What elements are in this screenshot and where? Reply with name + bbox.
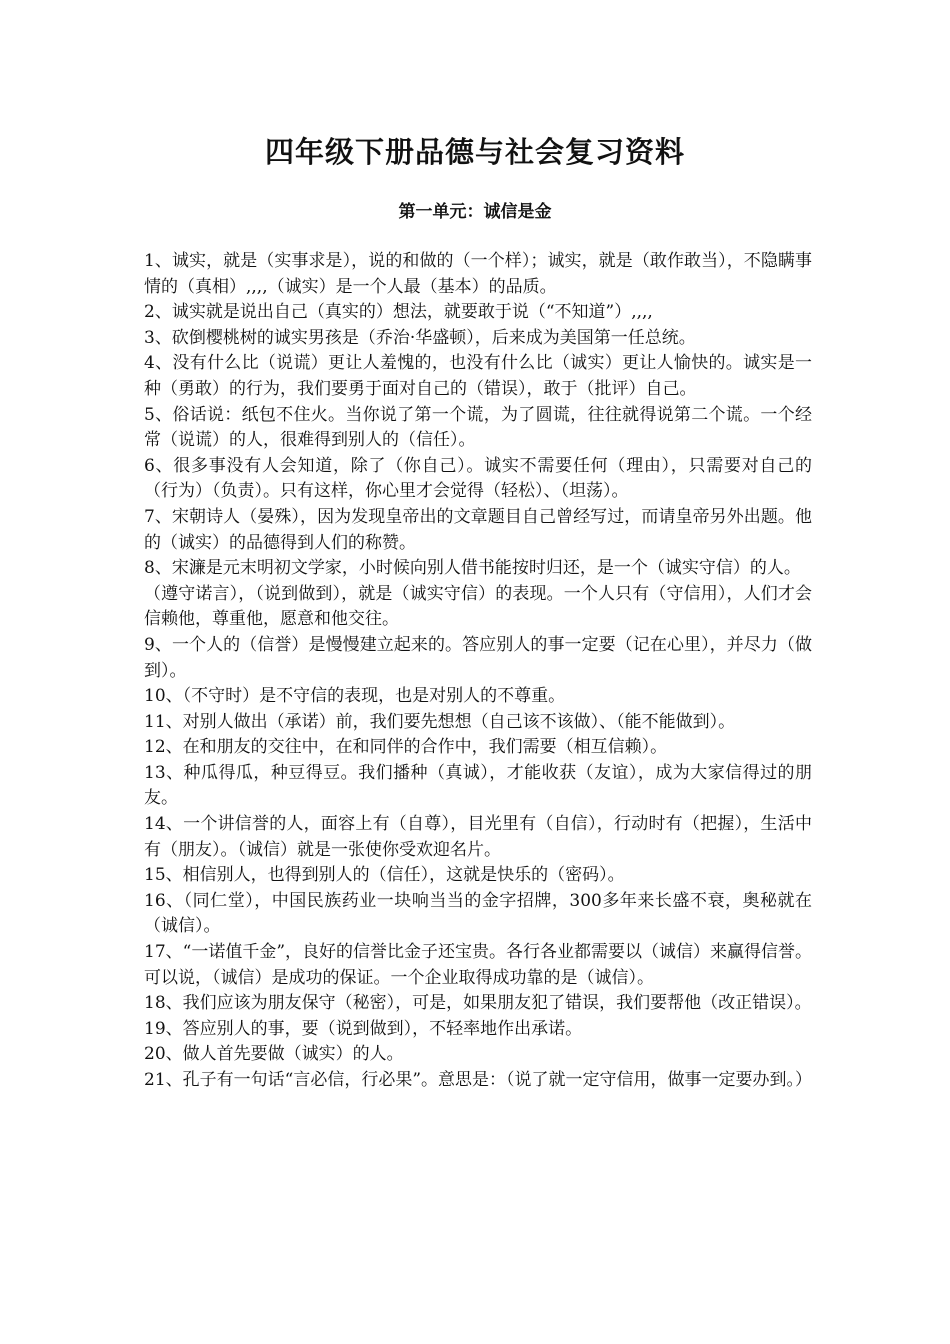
paragraph-8-continued: （遵守诺言），（说到做到），就是（诚实守信）的表现。一个人只有（守信用），人们才会信赖他，尊重他，愿意和他交往。 [144, 583, 812, 630]
paragraph-13: 13、种瓜得瓜，种豆得豆。我们播种（真诚），才能收获（友谊），成为大家信得过的朋友。 [144, 762, 812, 809]
paragraph-14: 14、一个讲信誉的人，面容上有（自尊），目光里有（自信），行动时有（把握），生活中有（朋友）。（诚信）就是一张使你受欢迎名片。 [144, 814, 812, 860]
paragraph-21: 21、孔子有一句话“言必信，行必果”。意思是：（说了就一定守信用，做事一定要办到。） [144, 1070, 813, 1090]
paragraph-18: 18、我们应该为朋友保守（秘密），可是，如果朋友犯了错误，我们要帮他（改正错误）。 [144, 993, 812, 1014]
paragraph-5: 5、俗话说：纸包不住火。当你说了第一个谎，为了圆谎，往往就得说第二个谎。一个经常（说谎）的人，很难得到别人的（信任）。 [144, 404, 812, 451]
paragraph-10: 10、（不守时）是不守信的表现，也是对别人的不尊重。 [144, 686, 566, 707]
document-body [144, 249, 812, 1094]
paragraph-1: 1、诚实，就是（实事求是），说的和做的（一个样）；诚实，就是（敢作敢当），不隐瞒事情的（真相）,,,,（诚实）是一个人最（基本）的品质。 [144, 251, 812, 297]
paragraph-7: 7、宋朝诗人（晏殊），因为发现皇帝出的文章题目自己曾经写过，而请皇帝另外出题。他的（诚实）的品德得到人们的称赞。 [144, 506, 812, 553]
paragraph-9: 9、一个人的（信誉）是慢慢建立起来的。答应别人的事一定要（记在心里），并尽力（做到）。 [144, 634, 812, 681]
paragraph-20: 20、做人首先要做（诚实）的人。 [144, 1044, 404, 1065]
paragraph-19: 19、答应别人的事，要（说到做到），不轻率地作出承诺。 [144, 1018, 583, 1039]
document-title: 四年级下册品德与社会复习资料 [264, 135, 685, 169]
unit-heading: 第一单元：诚信是金 [398, 202, 552, 222]
paragraph-17: 17、“一诺值千金”，良好的信誉比金子还宝贵。各行各业都需要以（诚信）来赢得信誉。可以说，（诚信）是成功的保证。一个企业取得成功靠的是（诚信）。 [144, 942, 813, 988]
paragraph-8: 8、宋濂是元末明初文学家，小时候向别人借书能按时归还，是一个（诚实守信）的人。 [144, 558, 801, 579]
paragraph-6: 6、很多事没有人会知道，除了（你自己）。诚实不需要任何（理由），只需要对自己的（行为）（负责）。只有这样，你心里才会觉得（轻松）、（坦荡）。 [144, 455, 812, 502]
paragraph-2: 2、诚实就是说出自己（真实的）想法，就要敢于说（“不知道”）,,,, [144, 302, 653, 323]
paragraph-12: 12、在和朋友的交往中，在和同伴的合作中，我们需要（相互信赖）。 [144, 737, 668, 758]
paragraph-16: 16、（同仁堂），中国民族药业一块响当当的金字招牌，300多年来长盛不衰，奥秘就在（诚信）。 [144, 890, 812, 937]
paragraph-3: 3、砍倒樱桃树的诚实男孩是（乔治·华盛顿），后来成为美国第一任总统。 [144, 327, 696, 348]
paragraph-11: 11、对别人做出（承诺）前，我们要先想想（自己该不该做）、（能不能做到）。 [144, 711, 736, 732]
paragraph-4: 4、没有什么比（说谎）更让人羞愧的，也没有什么比（诚实）更让人愉快的。诚实是一种（勇敢）的行为，我们要勇于面对自己的（错误），敢于（批评）自己。 [144, 353, 812, 399]
paragraph-15: 15、相信别人，也得到别人的（信任），这就是快乐的（密码）。 [144, 865, 625, 886]
